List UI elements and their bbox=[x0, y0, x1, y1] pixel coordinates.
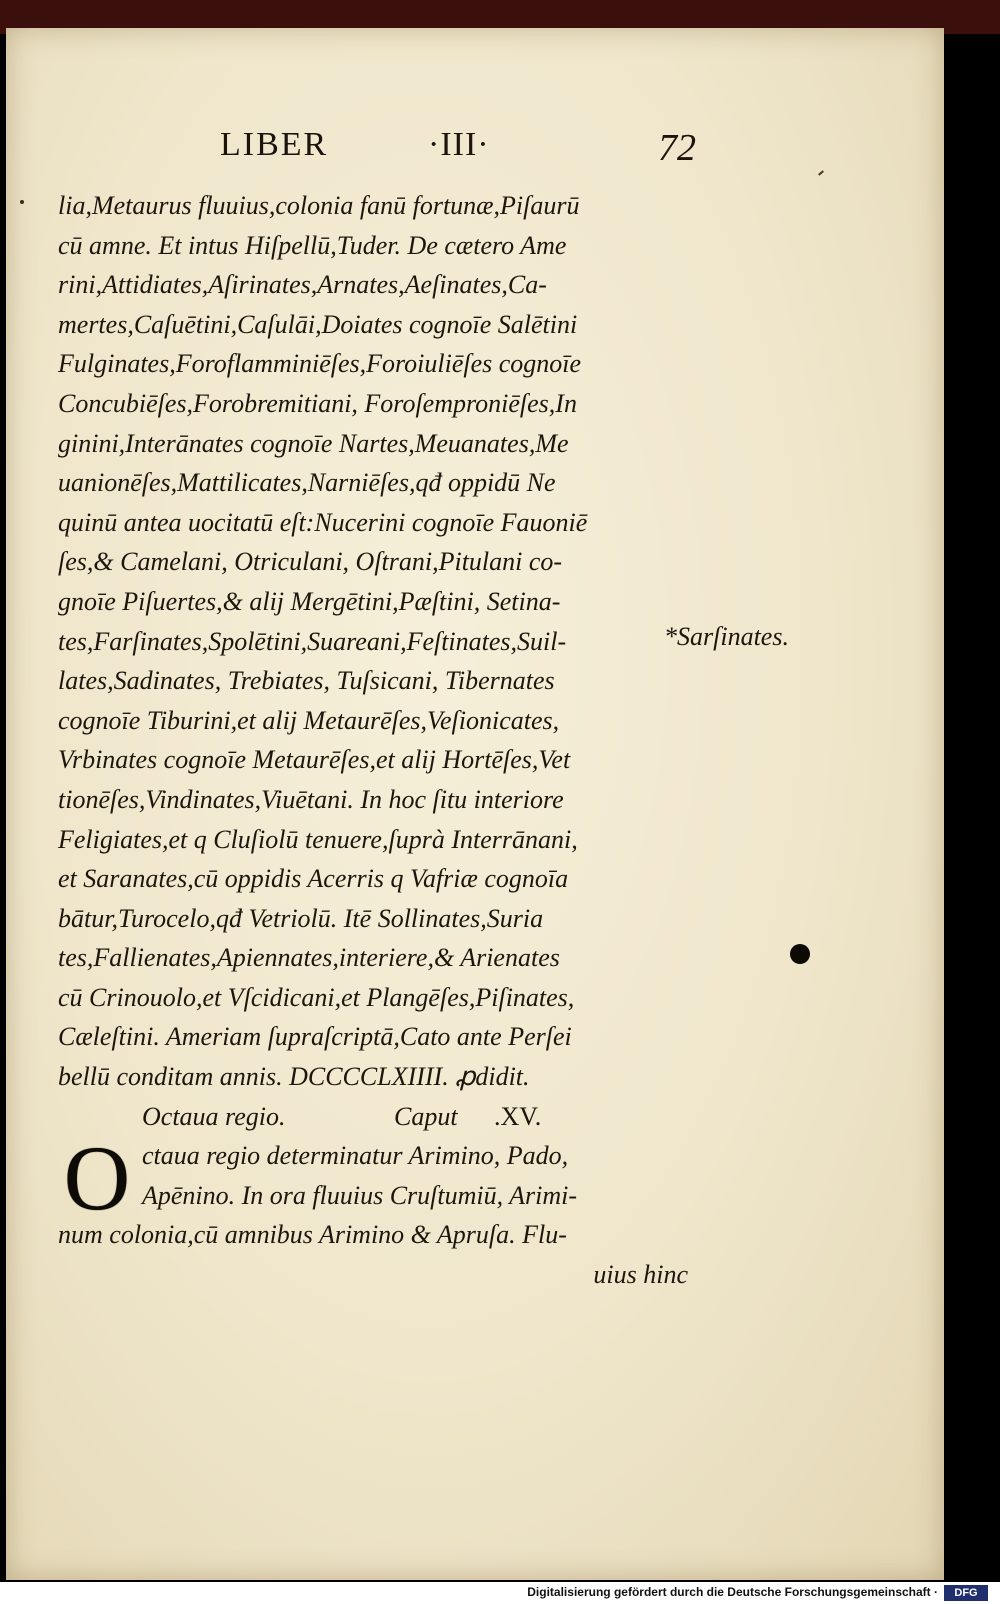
text-line: cū Crinouolo,et Vſcidicani,et Plangēſes,Piſinates, bbox=[58, 982, 575, 1012]
text-line: tes,Farſinates,Spolētini,Suareani,Feſtinates,Suil- bbox=[58, 626, 567, 656]
chapter-caput: Caput bbox=[394, 1101, 458, 1131]
drop-cap-initial: O bbox=[63, 1127, 131, 1230]
text-line: Cæleſtini. Ameriam ſupraſcriptā,Cato ante Perſei bbox=[58, 1022, 572, 1052]
text-line: ctaua regio determinatur Arimino, Pado, bbox=[142, 1141, 569, 1171]
ink-mark bbox=[20, 200, 24, 204]
text-line: bātur,Turocelo,qđ Vetriolū. Itē Sollinates,Suria bbox=[58, 903, 544, 933]
text-line: lates,Sadinates, Trebiates, Tuſsicani, Tibernates bbox=[58, 666, 555, 696]
text-line: gnoīe Piſuertes,& aliј Mergētini,Pæſtini, Setina- bbox=[58, 586, 561, 616]
chapter-opening bbox=[58, 1127, 688, 1230]
running-head bbox=[220, 126, 700, 170]
chapter-region: Octaua regio. bbox=[142, 1101, 286, 1131]
text-line: bellū conditam annis. DCCCCLXIIII. ꝓdidit. bbox=[58, 1062, 530, 1092]
text-line: et Saranates,cū oppidis Acerris q Vafriæ cognoīa bbox=[58, 864, 569, 894]
text-line: uanionēſes,Mattilicates,Narniēſes,qđ oppidū Ne bbox=[58, 468, 556, 498]
text-line: num colonia,cū amnibus Arimino & Apruſa. Flu- bbox=[58, 1220, 567, 1250]
ink-blot bbox=[790, 944, 810, 964]
text-line: Apēnino. In ora fluuius Cruſtumiū, Arimi- bbox=[142, 1180, 578, 1210]
text-line: Feligiates,et q Cluſiolū tenuere,ſuprà Interrānani, bbox=[58, 824, 578, 854]
chapter-heading bbox=[58, 1097, 688, 1137]
text-line: Concubiēſes,Forobremitiani, Foroſemproniēſes,In bbox=[58, 388, 577, 418]
text-line: rini,Attidiates,Aſirinates,Arnates,Aeſinates,Ca- bbox=[58, 270, 547, 300]
body-text bbox=[58, 186, 688, 1295]
text-line: Fulginates,Foroflamminiēſes,Foroiuliēſes cognoīe bbox=[58, 349, 582, 379]
folio-number: 72 bbox=[658, 127, 696, 169]
chapter-number: .XV. bbox=[494, 1101, 542, 1131]
text-line: quinū antea uocitatū eſt:Nucerini cognoīe Fauoniē bbox=[58, 507, 588, 537]
marginal-note: *Sarſinates. bbox=[664, 622, 789, 651]
text-line: Vrbinates cognoīe Metaurēſes,et aliј Hortēſes,Vet bbox=[58, 745, 571, 775]
text-line: ſes,& Camelani, Otriculani, Oſtrani,Pitulani co- bbox=[58, 547, 563, 577]
text-line: cū amne. Et intus Hiſpellū,Tuder. De cætero Ame bbox=[58, 230, 567, 260]
dfg-logo: DFG bbox=[944, 1585, 988, 1601]
text-line: cognoīe Tiburini,et aliј Metaurēſes,Veſionicates, bbox=[58, 705, 560, 735]
text-line: mertes,Caſuētini,Caſulāi,Doiates cognoīe Salētini bbox=[58, 309, 578, 339]
catchword: uius hinc bbox=[593, 1260, 688, 1290]
text-line: tes,Fallienates,Apiennates,interiere,& Arienates bbox=[58, 943, 560, 973]
book-number: ·III· bbox=[428, 126, 490, 163]
running-title: LIBER bbox=[220, 126, 329, 163]
text-line: ginini,Interānates cognoīe Nartes,Meuanates,Me bbox=[58, 428, 569, 458]
text-line: lia,Metaurus fluuius,colonia fanū fortunæ,Piſaurū bbox=[58, 191, 580, 220]
digitization-footer bbox=[0, 1582, 1000, 1604]
text-line: tionēſes,Vindinates,Viuētani. In hoc ſitu interiore bbox=[58, 784, 564, 814]
funding-credit: Digitalisierung gefördert durch die Deutsche Forschungsgemeinschaft · bbox=[527, 1585, 938, 1599]
